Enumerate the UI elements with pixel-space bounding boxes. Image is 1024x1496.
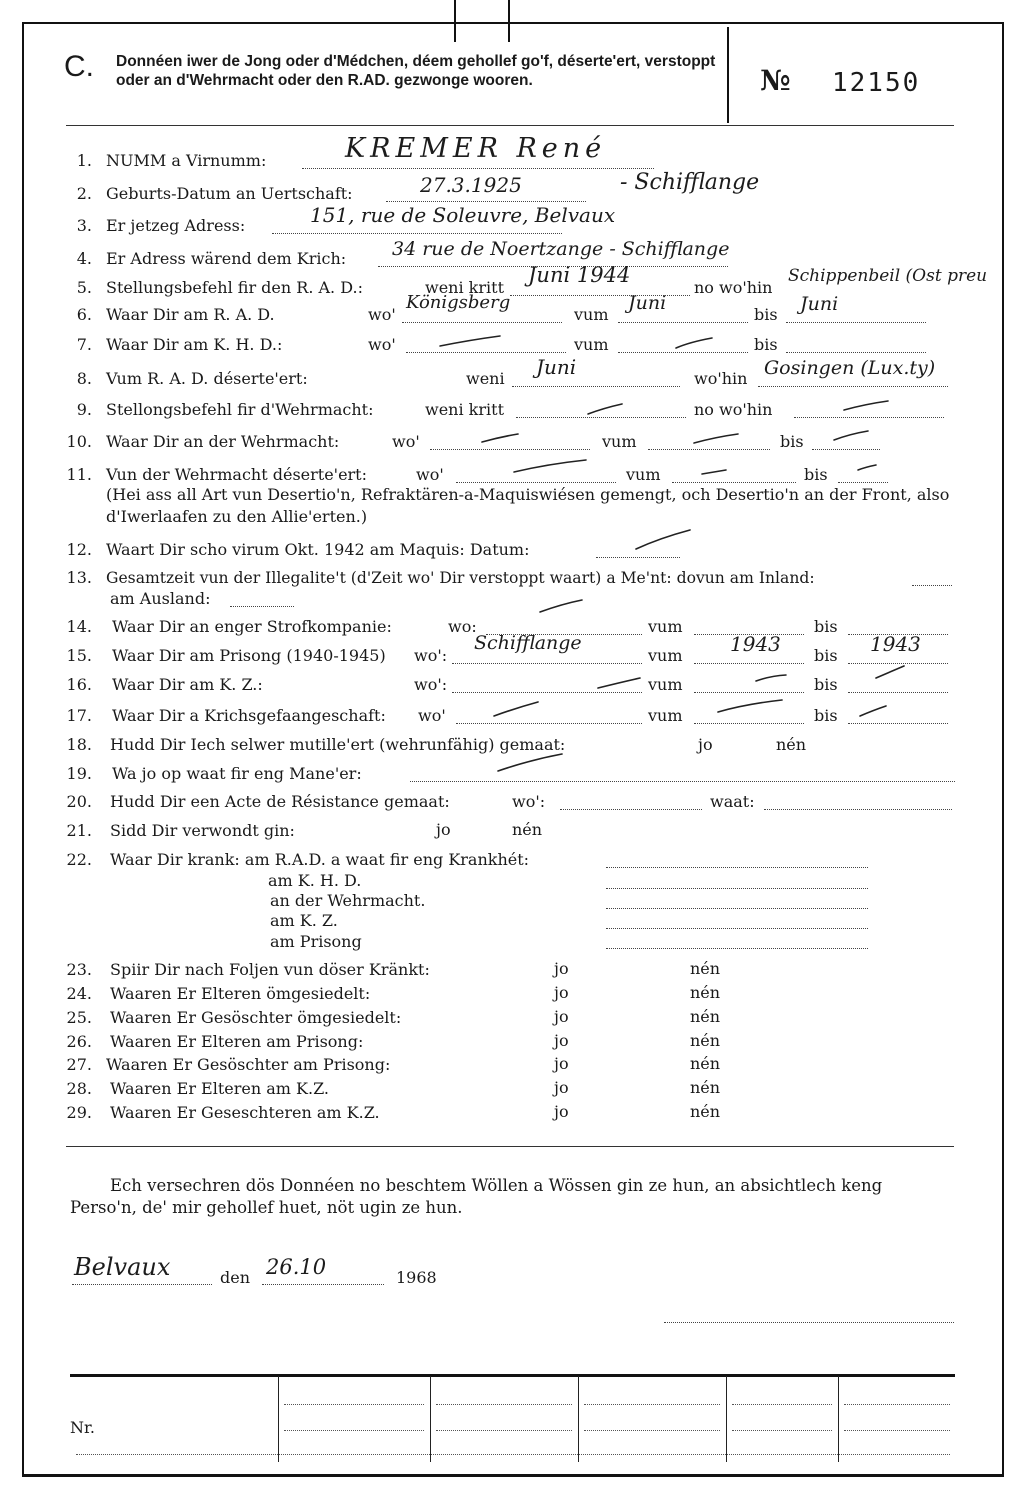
declaration-text: Ech versechren dös Donnéen no beschtem Wöllen a Wössen gin ze hun, an absichtlech keng Perso'n, de' mir gehollef huet, nöt ugin ze hun. [70,1176,883,1217]
q5-when-answer[interactable]: Juni 1944 [528,263,631,287]
q4-number: 4. [76,249,92,268]
q22-sub-khd: am K. H. D. [268,871,362,890]
q3-answer[interactable]: 151, rue de Soleuvre, Belvaux [310,203,616,227]
section-title: Donnéen iwer de Jong oder d'Médchen, déem gehollef go'f, déserte'ert, verstoppt oder an d'Wehrmacht oder den R.AD. gezwonge wooren. [116,53,716,89]
q11-label: Vun der Wehrmacht déserte'ert: [106,465,367,484]
q15-from-label: vum [648,646,683,665]
q7-from-label: vum [574,335,609,354]
q9-label: Stellongsbefehl fir d'Wehrmacht: [106,400,374,419]
q2-answer-date[interactable]: 27.3.1925 [420,173,522,197]
q6-where-label: wo' [368,305,396,324]
q23-label: Spiir Dir nach Foljen vun döser Kränkt: [110,960,430,979]
q14-from-label: vum [648,617,683,636]
q26-label: Waaren Er Elteren am Prisong: [110,1032,364,1051]
q11-number: 11. [66,465,92,484]
q10-number: 10. [66,432,92,451]
q6-where-answer[interactable]: Königsberg [406,292,511,313]
dash-mark [694,434,738,443]
q28-no[interactable]: nén [690,1078,721,1097]
q24-number: 24. [66,984,92,1003]
q18-number: 18. [66,735,92,754]
q11-note: (Hei ass all Art vun Desertio'n, Refraktären-a-Maquiswiésen gemengt, och Desertio'n an der Front, also d'Iwerlaafen zu den Allie'erten.) [106,485,950,526]
q14-to-label: bis [814,617,838,636]
q24-label: Waaren Er Elteren ömgesiedelt: [110,984,371,1003]
q9-where-label: no wo'hin [694,400,773,419]
q20-what-label: waat: [710,792,755,811]
q17-from-label: vum [648,706,683,725]
q15-where-answer[interactable]: Schifflange [474,632,582,654]
q28-yes[interactable]: jo [554,1078,569,1097]
q15-label: Waar Dir am Prisong (1940-1945) [112,646,386,665]
q7-where-label: wo' [368,335,396,354]
q4-label: Er Adress wärend dem Krich: [106,249,347,268]
q20-label: Hudd Dir een Acte de Résistance gemaat: [110,792,450,811]
q2-number: 2. [76,184,92,203]
q16-label: Waar Dir am K. Z.: [112,675,263,694]
q6-to-answer[interactable]: Juni [800,293,839,315]
den-label: den [220,1268,251,1287]
dash-mark [876,666,904,678]
form-number: 12150 [832,68,921,98]
q14-number: 14. [66,617,92,636]
q6-number: 6. [76,305,92,324]
dash-mark [540,600,582,612]
q29-label: Waaren Er Geseschteren am K.Z. [110,1103,380,1122]
q9-when-label: weni kritt [425,400,504,419]
q22-label: Waar Dir krank: am R.A.D. a waat fir eng Krankhét: [110,850,530,869]
q6-from-label: vum [574,305,609,324]
q22-sub-prisong: am Prisong [270,932,362,951]
q19-number: 19. [66,764,92,783]
q27-no[interactable]: nén [690,1054,721,1073]
q23-yes[interactable]: jo [554,959,569,978]
q10-to-label: bis [780,432,804,451]
q29-yes[interactable]: jo [554,1102,569,1121]
q28-number: 28. [66,1079,92,1098]
q22-sub-kz: am K. Z. [270,911,338,930]
q20-where-label: wo': [512,792,546,811]
q16-from-label: vum [648,675,683,694]
q25-yes[interactable]: jo [554,1007,569,1026]
q20-number: 20. [66,792,92,811]
dash-mark [494,702,538,716]
dash-mark [756,675,786,681]
q12-number: 12. [66,540,92,559]
dash-mark [834,431,868,440]
signature-place[interactable]: Belvaux [74,1253,171,1281]
q4-answer[interactable]: 34 rue de Noertzange - Schifflange [392,238,730,260]
q22-number: 22. [66,850,92,869]
q11-from-label: vum [626,465,661,484]
q6-from-answer[interactable]: Juni [628,292,667,314]
q1-answer[interactable]: KREMER René [345,133,607,164]
q16-number: 16. [66,675,92,694]
q17-number: 17. [66,706,92,725]
q21-no[interactable]: nén [512,820,543,839]
q9-number: 9. [76,400,92,419]
q8-where-label: wo'hin [694,369,748,388]
dash-mark [514,460,586,472]
q14-label: Waar Dir an enger Strofkompanie: [112,617,392,636]
q3-label: Er jetzeg Adress: [106,216,246,235]
q17-where-label: wo' [418,706,446,725]
q27-number: 27. [66,1055,92,1074]
q17-label: Waar Dir a Krichsgefaangeschaft: [112,706,386,725]
dash-mark [844,401,888,410]
q16-where-label: wo': [414,675,448,694]
q18-no[interactable]: nén [776,735,807,754]
q25-no[interactable]: nén [690,1007,721,1026]
q6-to-label: bis [754,305,778,324]
q26-yes[interactable]: jo [554,1031,569,1050]
q7-label: Waar Dir am K. H. D.: [106,335,283,354]
q13-abroad-label: am Ausland: [110,589,211,608]
dash-mark [860,706,886,716]
q6-label: Waar Dir am R. A. D. [106,305,275,324]
q23-no[interactable]: nén [690,959,721,978]
q8-when-answer[interactable]: Juni [536,355,577,379]
q7-number: 7. [76,335,92,354]
q1-label: NUMM a Virnumm: [106,151,267,170]
q25-label: Waaren Er Gesöschter ömgesiedelt: [110,1008,402,1027]
dash-mark [676,338,712,348]
q25-number: 25. [66,1008,92,1027]
q24-yes[interactable]: jo [554,983,569,1002]
dash-mark [702,470,726,474]
footer-nr-label: Nr. [70,1418,95,1437]
q13-number: 13. [66,568,92,587]
q15-from-answer[interactable]: 1943 [730,632,781,656]
q2-answer-place[interactable]: - Schifflange [620,170,760,195]
q8-where-answer[interactable]: Gosingen (Lux.ty) [764,357,936,379]
q28-label: Waaren Er Elteren am K.Z. [110,1079,330,1098]
number-sign: № [760,64,791,97]
q10-where-label: wo' [392,432,420,451]
q11-where-label: wo' [416,465,444,484]
dash-mark [858,465,876,470]
dash-mark [588,404,622,414]
section-letter: C. [64,50,94,83]
q10-from-label: vum [602,432,637,451]
q3-number: 3. [76,216,92,235]
q21-yes[interactable]: jo [436,820,451,839]
q5-where-answer[interactable]: Schippenbeil (Ost preu [788,266,988,286]
q15-number: 15. [66,646,92,665]
q16-to-label: bis [814,675,838,694]
q18-label: Hudd Dir Iech selwer mutille'ert (wehrunfähig) gemaat: [110,735,566,754]
q17-to-label: bis [814,706,838,725]
q24-no[interactable]: nén [690,983,721,1002]
q8-number: 8. [76,369,92,388]
q5-number: 5. [76,278,92,297]
q22-sub-wehrmacht: an der Wehrmacht. [270,891,426,910]
q27-yes[interactable]: jo [554,1054,569,1073]
q1-number: 1. [76,151,92,170]
q19-label: Wa jo op waat fir eng Mane'er: [112,764,362,783]
signature-year: 1968 [396,1268,437,1287]
q8-when-label: weni [466,369,505,388]
q26-no[interactable]: nén [690,1031,721,1050]
q2-label: Geburts-Datum an Uertschaft: [106,184,353,203]
dash-mark [498,754,562,771]
q27-label: Waaren Er Gesöschter am Prisong: [106,1055,391,1074]
q29-number: 29. [66,1103,92,1122]
q23-number: 23. [66,960,92,979]
q21-label: Sidd Dir verwondt gin: [110,821,295,840]
dash-mark [598,678,640,688]
q13-label: Gesamtzeit vun der Illegalite't (d'Zeit wo' Dir verstoppt waart) a Me'nt: dovun am Inland: [106,569,815,587]
q26-number: 26. [66,1032,92,1051]
q18-yes[interactable]: jo [698,735,713,754]
q14-where-label: wo: [448,617,477,636]
dash-mark [636,530,690,549]
q15-to-answer[interactable]: 1943 [870,632,921,656]
q8-label: Vum R. A. D. déserte'ert: [106,369,308,388]
q5-where-label: no wo'hin [694,278,773,297]
q10-label: Waar Dir an der Wehrmacht: [106,432,340,451]
dash-mark [482,434,518,442]
dash-mark [718,700,782,712]
q21-number: 21. [66,821,92,840]
q5-when-label: weni kritt [425,278,504,297]
dash-mark [440,336,500,346]
q15-to-label: bis [814,646,838,665]
q29-no[interactable]: nén [690,1102,721,1121]
q15-where-label: wo': [414,646,448,665]
q5-label: Stellungsbefehl fir den R. A. D.: [106,278,363,297]
q12-label: Waart Dir scho virum Okt. 1942 am Maquis: Datum: [106,540,530,559]
q11-to-label: bis [804,465,828,484]
signature-date[interactable]: 26.10 [266,1255,327,1279]
q7-to-label: bis [754,335,778,354]
